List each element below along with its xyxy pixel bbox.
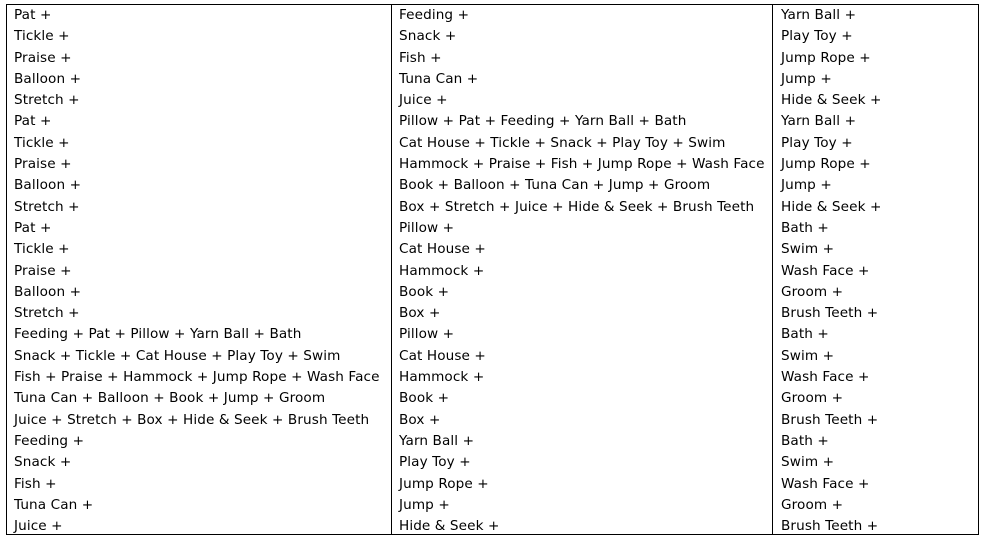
table-cell: Fish +	[399, 49, 442, 66]
table-cell: Pat +	[14, 113, 52, 130]
table-cell: Fish + Praise + Hammock + Jump Rope + Wash Face	[14, 369, 380, 386]
table-cell: Play Toy +	[399, 454, 471, 471]
table-cell: Bath +	[781, 432, 829, 449]
table-cell: Yarn Ball +	[399, 432, 475, 449]
table-cell: Bath +	[781, 326, 829, 343]
table-cell: Book +	[399, 390, 450, 407]
table-cell: Stretch +	[14, 198, 80, 215]
table-cell: Tickle +	[14, 134, 70, 151]
table-column-1	[7, 5, 392, 534]
table-cell: Swim +	[781, 454, 835, 471]
table-cell: Praise +	[14, 156, 72, 173]
table-cell: Praise +	[14, 49, 72, 66]
table-cell: Cat House +	[399, 241, 486, 258]
table-cell: Pat +	[14, 219, 52, 236]
table-cell: Tuna Can +	[399, 70, 479, 87]
table-cell: Jump +	[781, 70, 832, 87]
table-cell: Hammock +	[399, 262, 485, 279]
table-cell: Groom +	[781, 390, 844, 407]
table-cell: Swim +	[781, 347, 835, 364]
table-cell: Juice + Stretch + Box + Hide & Seek + Brush Teeth	[14, 411, 370, 428]
table-cell: Juice +	[14, 518, 63, 535]
table-cell: Hammock +	[399, 369, 485, 386]
table-cell: Pat +	[14, 7, 52, 23]
table-column-3	[773, 5, 978, 534]
table-cell: Box +	[399, 305, 441, 322]
table-cell: Play Toy +	[781, 28, 853, 45]
table-cell: Stretch +	[14, 92, 80, 109]
table-cell: Feeding +	[14, 432, 85, 449]
table-cell: Groom +	[781, 283, 844, 300]
table-cell: Tuna Can +	[14, 496, 94, 513]
table-cell: Book +	[399, 283, 450, 300]
table-cell: Wash Face +	[781, 262, 870, 279]
table-cell: Fish +	[14, 475, 57, 492]
table-cell: Yarn Ball +	[781, 113, 857, 130]
table-cell: Snack +	[14, 454, 72, 471]
table-cell: Balloon +	[14, 70, 82, 87]
table-cell: Juice +	[399, 92, 448, 109]
table-cell: Play Toy +	[781, 134, 853, 151]
table-cell: Pillow + Pat + Feeding + Yarn Ball + Bath	[399, 113, 687, 130]
table-cell: Feeding +	[399, 7, 470, 23]
table-cell: Pillow +	[399, 219, 455, 236]
table-cell: Brush Teeth +	[781, 305, 879, 322]
table-cell: Hide & Seek +	[781, 198, 882, 215]
table-cell: Box +	[399, 411, 441, 428]
table-column-2	[392, 5, 773, 534]
table-cell: Praise +	[14, 262, 72, 279]
table-cell: Wash Face +	[781, 475, 870, 492]
table-cell: Feeding + Pat + Pillow + Yarn Ball + Bath	[14, 326, 302, 343]
table-cell: Jump Rope +	[399, 475, 489, 492]
table-cell: Tuna Can + Balloon + Book + Jump + Groom	[14, 390, 326, 407]
table-cell: Balloon +	[14, 177, 82, 194]
table-cell: Cat House + Tickle + Snack + Play Toy + Swim	[399, 134, 726, 151]
table-cell: Groom +	[781, 496, 844, 513]
table-cell: Cat House +	[399, 347, 486, 364]
table-cell: Box + Stretch + Juice + Hide & Seek + Brush Teeth	[399, 198, 755, 215]
table-cell: Hammock + Praise + Fish + Jump Rope + Wash Face	[399, 156, 765, 173]
table-cell: Brush Teeth +	[781, 518, 879, 535]
table-cell: Swim +	[781, 241, 835, 258]
table-cell: Wash Face +	[781, 369, 870, 386]
table-cell: Brush Teeth +	[781, 411, 879, 428]
table-cell: Balloon +	[14, 283, 82, 300]
table-cell: Snack + Tickle + Cat House + Play Toy + Swim	[14, 347, 341, 364]
table-cell: Tickle +	[14, 28, 70, 45]
table-cell: Jump +	[781, 177, 832, 194]
table-cell: Book + Balloon + Tuna Can + Jump + Groom	[399, 177, 711, 194]
table-cell: Tickle +	[14, 241, 70, 258]
table-cell: Yarn Ball +	[781, 7, 857, 23]
table-cell: Bath +	[781, 219, 829, 236]
table-cell: Stretch +	[14, 305, 80, 322]
table-cell: Pillow +	[399, 326, 455, 343]
table-cell: Snack +	[399, 28, 457, 45]
activity-table	[6, 4, 979, 535]
table-cell: Jump Rope +	[781, 156, 871, 173]
table-cell: Hide & Seek +	[399, 518, 500, 535]
table-cell: Hide & Seek +	[781, 92, 882, 109]
table-cell: Jump Rope +	[781, 49, 871, 66]
table-cell: Jump +	[399, 496, 450, 513]
